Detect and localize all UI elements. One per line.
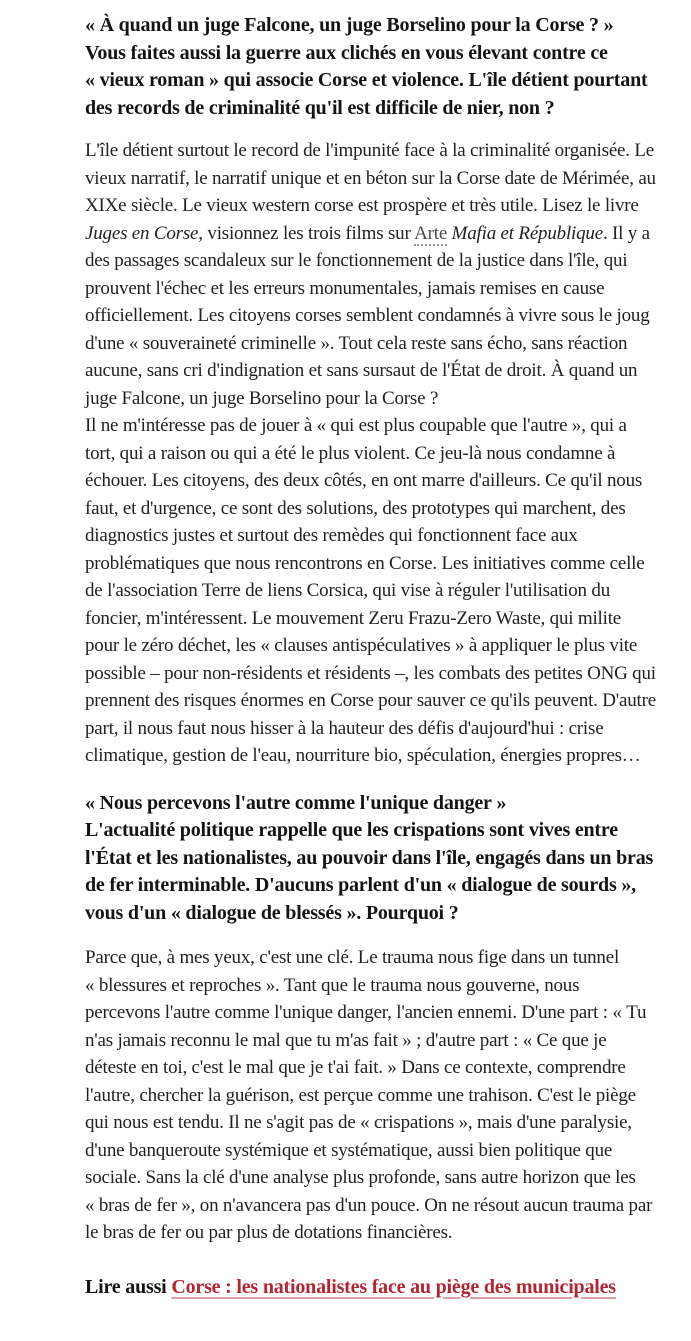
- question-1-text: Vous faites aussi la guerre aux clichés en vous élevant contre ce « vieux roman » qui associe Corse et violence. L'île détient pourtant des records de criminalité qu'il est difficile de nier, non ?: [85, 41, 648, 119]
- question-1-quote: « À quand un juge Falcone, un juge Borselino pour la Corse ? »: [85, 14, 614, 36]
- answer-1-segment: , visionnez les trois films sur: [198, 222, 415, 244]
- answer-1-segment: . Il y a des passages scandaleux sur le fonctionnement de la justice dans l'île, qui prouvent l'échec et les erreurs monumentales, jamais remises en cause officiellement. Les citoyens corses semblent condamnés à vivre sous le joug d'une « souveraineté criminelle ». Tout cela reste sans écho, sans réaction aucune, sans cri d'indignation et sans sursaut de l'État de droit. À quand un juge Falcone, un juge Borselino pour la Corse ?: [85, 222, 650, 409]
- book-title: Juges en Corse: [85, 222, 199, 244]
- interview-answer-2: Parce que, à mes yeux, c'est une clé. Le trauma nous fige dans un tunnel « blessures et reproches ». Tant que le trauma nous gouverne, nous percevons l'autre comme l'unique danger, l'ancien ennemi. D'une part : « Tu n'as jamais reconnu le mal que tu m'as fait » ; d'autre part : « Ce que je déteste en toi, c'est le mal que je t'ai fait. » Dans ce contexte, comprendre l'autre, chercher la guérison, est perçue comme une trahison. C'est le piège qui nous est tendu. Il ne s'agit pas de « crispations », mais d'une paralysie, d'une banqueroute systémique et systématique, aussi bien politique que sociale. Sans la clé d'une analyse plus profonde, sans autre horizon que les « bras de fer », on n'avancera pas d'un pouce. On ne résout aucun trauma par le bras de fer ou par plus de dotations financières.: [85, 947, 653, 1243]
- arte-link[interactable]: Arte: [414, 222, 448, 244]
- interview-question-1: [85, 12, 659, 122]
- interview-question-2: [85, 790, 659, 928]
- answer-1-paragraph-2: Il ne m'intéresse pas de jouer à « qui est plus coupable que l'autre », qui a tort, qui a raison ou qui a été le plus violent. Ce jeu-là nous condamne à échouer. Les citoyens, des deux côtés, en ont marre d'ailleurs. Ce qu'il nous faut, et d'urgence, ce sont des solutions, des prototypes qui marchent, des diagnostics justes et surtout des remèdes qui fonctionnent face aux problématiques que nous rencontrons en Corse. Les initiatives comme celle de l'association Terre de liens Corsica, qui vise à réguler l'utilisation du foncier, m'intéressent. Le mouvement Zeru Frazu-Zero Waste, qui milite pour le zéro déchet, les « clauses antispéculatives » à appliquer le plus vite possible – pour non-résidents et résidents –, les combats des petites ONG qui prennent des risques énormes en Corse pour sauver ce qu'ils peuvent. D'autre part, il nous faut nous hisser à la hauteur des défis d'aujourd'hui : crise climatique, gestion de l'eau, nourriture bio, spéculation, énergies propres…: [85, 415, 656, 766]
- answer-1-segment: L'île détient surtout le record de l'impunité face à la criminalité organisée. Le vieux narratif, le narratif unique et en béton sur la Corse date de Mérimée, au XIXe siècle. Le vieux western corse est prospère et très utile. Lisez le livre: [85, 140, 656, 216]
- question-2-quote: « Nous percevons l'autre comme l'unique danger »: [85, 791, 507, 814]
- read-also-label: Lire aussi: [85, 1275, 167, 1298]
- film-title: Mafia et République: [451, 222, 603, 244]
- read-also-link[interactable]: Corse : les nationalistes face au piège des municipales: [171, 1275, 616, 1298]
- interview-answer-1: [85, 137, 659, 770]
- read-also-row: [85, 1273, 659, 1301]
- question-2-text: L'actualité politique rappelle que les crispations sont vives entre l'État et les nationalistes, au pouvoir dans l'île, engagés dans un bras de fer interminable. D'aucuns parlent d'un « dialogue de sourds », vous d'un « dialogue de blessés ». Pourquoi ?: [85, 819, 654, 924]
- answer-1-paragraph-1: [85, 137, 659, 412]
